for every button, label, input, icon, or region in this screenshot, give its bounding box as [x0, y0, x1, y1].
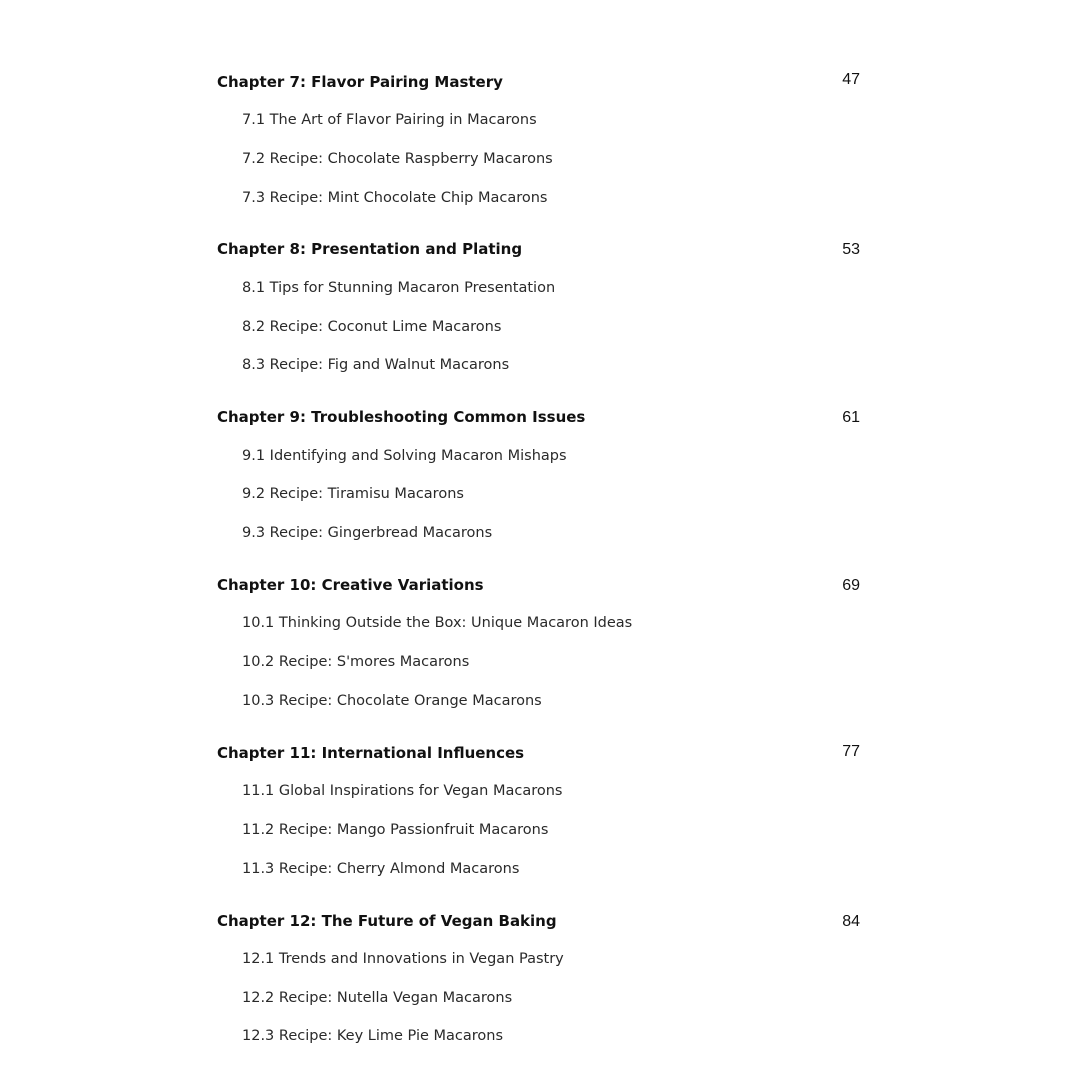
chapter-page-number: 69: [842, 577, 860, 594]
chapter-page-number: 84: [842, 913, 860, 930]
section-title: 7.2 Recipe: Chocolate Raspberry Macarons: [242, 151, 553, 167]
section-title: 10.3 Recipe: Chocolate Orange Macarons: [242, 693, 542, 709]
chapter-page-number: 53: [842, 241, 860, 258]
section-title: 12.1 Trends and Innovations in Vegan Pastry: [242, 951, 564, 967]
chapter-title: Chapter 10: Creative Variations: [217, 576, 484, 594]
section-title: 7.3 Recipe: Mint Chocolate Chip Macarons: [242, 190, 548, 206]
chapter-title: Chapter 8: Presentation and Plating: [217, 240, 523, 258]
section-title: 9.1 Identifying and Solving Macaron Mishaps: [242, 448, 567, 464]
section-title: 8.1 Tips for Stunning Macaron Presentation: [242, 280, 556, 296]
chapter-title: Chapter 11: International Influences: [217, 744, 525, 762]
section-title: 8.2 Recipe: Coconut Lime Macarons: [242, 319, 502, 335]
chapter-title: Chapter 7: Flavor Pairing Mastery: [217, 73, 503, 91]
section-title: 7.1 The Art of Flavor Pairing in Macarons: [242, 112, 537, 128]
chapter-page-number: 77: [842, 743, 860, 760]
section-title: 11.1 Global Inspirations for Vegan Macarons: [242, 783, 563, 799]
section-title: 12.3 Recipe: Key Lime Pie Macarons: [242, 1028, 504, 1044]
section-title: 12.2 Recipe: Nutella Vegan Macarons: [242, 990, 513, 1006]
section-title: 10.2 Recipe: S'mores Macarons: [242, 654, 470, 670]
chapter-page-number: 61: [842, 409, 860, 426]
section-title: 11.2 Recipe: Mango Passionfruit Macarons: [242, 822, 549, 838]
chapter-title: Chapter 9: Troubleshooting Common Issues: [217, 408, 586, 426]
section-title: 9.2 Recipe: Tiramisu Macarons: [242, 486, 464, 502]
chapter-title: Chapter 12: The Future of Vegan Baking: [217, 912, 557, 930]
chapter-page-number: 47: [842, 71, 860, 88]
section-title: 10.1 Thinking Outside the Box: Unique Macaron Ideas: [242, 615, 633, 631]
section-title: 8.3 Recipe: Fig and Walnut Macarons: [242, 357, 510, 373]
section-title: 9.3 Recipe: Gingerbread Macarons: [242, 525, 493, 541]
section-title: 11.3 Recipe: Cherry Almond Macarons: [242, 861, 520, 877]
